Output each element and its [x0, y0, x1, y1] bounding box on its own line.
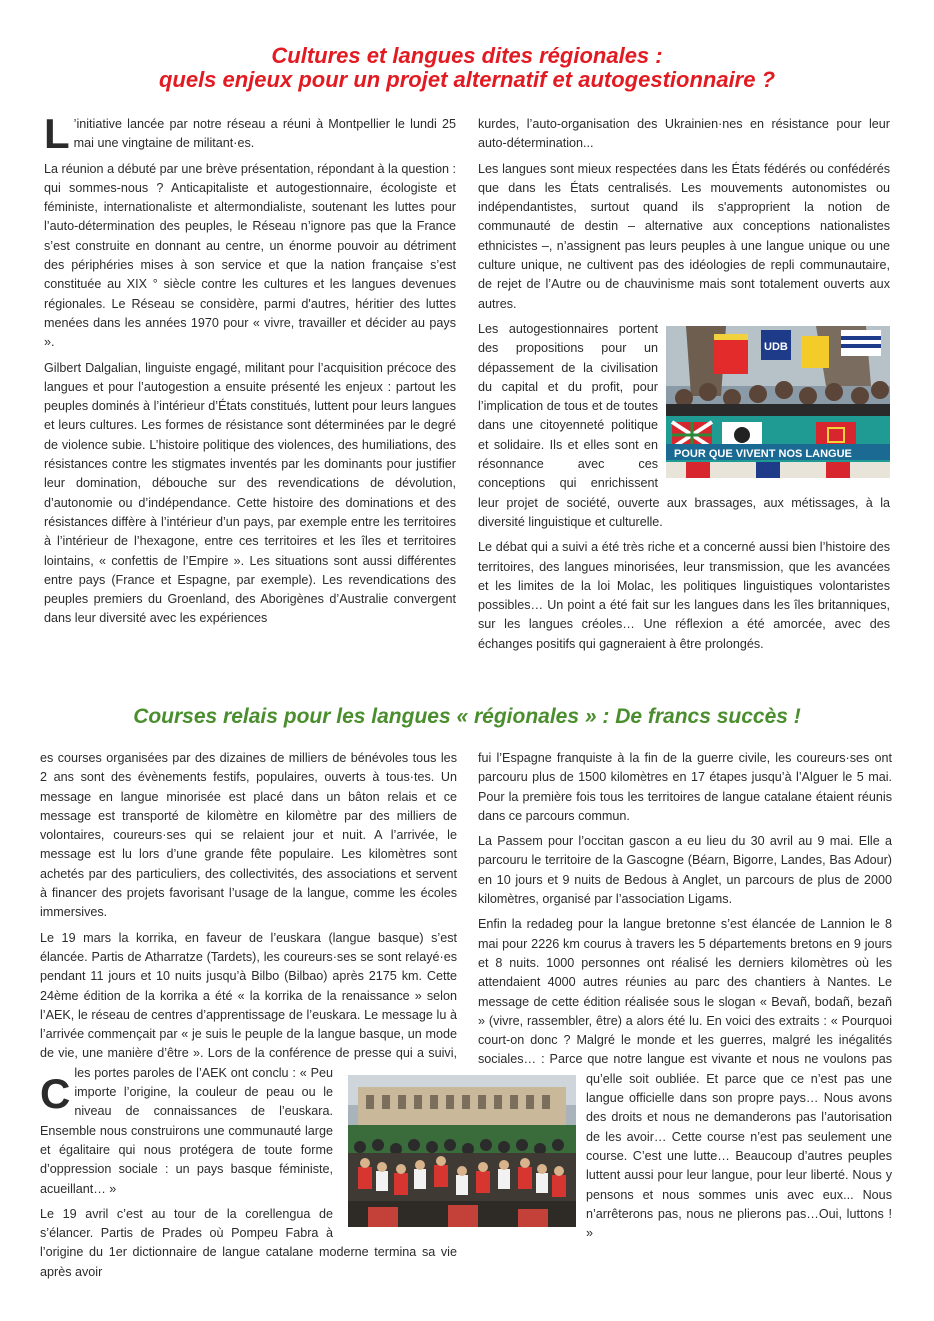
demonstration-photo — [666, 326, 890, 478]
paragraph: C es courses organisées par des dizaines de milliers de bénévoles tous les 2 ans sont des évènements festifs, populaires, ouverts à tous·tes. Un message en langue minorisée est placé dans un bâton relais et ce message est transporté de kilomètre en kilomètre par des milliers de volontaires, coureurs·ses qui se relaient jour et nuit. A l’arrivée, le message est lu lors d’une grande fête populaire. Les kilomètres sont achetés par des particuliers, des collectivités, des associations et servent à financer des projets favorisant l’usage de la langue, comme les écoles immersives. — [40, 751, 457, 1117]
paragraph: L ’initiative lancée par notre réseau a réuni à Montpellier le lundi 25 mai une vingtaine de militant·es. — [44, 115, 456, 157]
paragraph: La Passem pour l’occitan gascon a eu lieu du 30 avril au 9 mai. Elle a parcouru le territoire de la Gascogne (Béarn, Bigorre, Landes, Bas Adour) en 10 jours et 9 nuits de Bedous à Anglet, un parcours de plus de 2000 kilomètres, organisé par l’association Ligams. — [478, 834, 892, 907]
paragraph: Le débat qui a suivi a été très riche et a concerné aussi bien l’histoire des territoires, des langues minorisées, leur transmission, que les avancées et les limites de la loi Molac, les politiques linguistiques volontaristes possibles… Un point a été fait sur les langues dans les îles britanniques, sur les langues créoles… Une réflexion a été amorcée, avec des échanges positifs qui gagneraient à être prolongés. — [478, 540, 890, 651]
drop-cap: C — [40, 1070, 71, 1117]
article-title-line-1: Cultures et langues dites régionales : — [271, 43, 663, 68]
article-1-right-column — [478, 115, 890, 675]
demonstration-photo-image — [666, 326, 890, 478]
article-2-title: Courses relais pour les langues « régionales » : De francs succès ! — [133, 705, 801, 728]
paragraph: Gilbert Dalgalian, linguiste engagé, militant pour l’acquisition précoce des langues et pour l’autogestion a ensuite présenté les enjeux : partout les peuples dominés à l’intérieur d’États constitués, luttent pour leurs langues et leurs cultures. Les formes de résistance sont déterminées par le degré de violence subie. L’histoire politique des violences, des humiliations, des résistances contre les stigmates inventés par les dominants pour justifier leur domination, débouche sur des revendications de dévolution, d’autonomie ou d’indépendance. Cette histoire des dominations et des résistances diffère à l’intérieur d’un pays, par exemple entre les territoires à l’intérieur de l’hexagone, entre ces territoires et les îles et territoires lointains, « confettis de l’Empire ». Les situations sont aussi différentes entre pays (France et Espagne, par exemple). Les revendications des peuples premiers du Groenland, des Aborigènes d’Australie convergent dans leur diversité avec les expériences — [44, 360, 456, 626]
article-title-line-2: quels enjeux pour un projet alternatif et autogestionnaire ? — [158, 67, 776, 92]
paragraph: kurdes, l’auto-organisation des Ukrainien·nes en résistance pour leur auto-détermination... — [478, 117, 890, 151]
paragraph: La réunion a débuté par une brève présentation, répondant à la question : qui sommes-nous ? Anticapitaliste et autogestionnaire, écologiste et féministe, internationaliste et altermondialiste, soutenant les luttes pour l’auto-détermination des peuples, le Réseau n’ignore pas que la France s’est construite en donnant au centre, un énorme pouvoir au détriment des périphéries mises à son service et que la nation française s’est constituée au XIX ° siècle contre les cultures et les langues devenues régionales. Le Réseau se considère, parmi d'autres, héritier des luttes menées dans les années 1970 pour « vivre, travailler et décider au pays ». — [44, 161, 456, 350]
drop-cap: L — [44, 115, 70, 157]
paragraph: Le 19 mars la korrika, en faveur de l’euskara (langue basque) s’est élancée. Partis de Atharratze (Tardets), les coureurs·ses se sont relayé·es pendant 11 jours et 10 nuits jusqu’à Bilbo (Bilbao) après 2175 km. Cette 24ème édition de la korrika a été « la korrika de la renaissance » selon l’AEK, le réseau de centres d’apprentissage de l’euskara. Le message lu à l’arrivée commençait par « je suis le peuple de la langue basque, un mode de vie, une manière d’être ». Lors de la conférence de presse qui a suivi, les portes paroles de l’AEK ont conclu : « Peu importe l’origine, la couleur de peau ou le niveau de connaissances de l’euskara. Ensemble nous construirons une communauté large et égalitaire qui nous protégera de toute forme d’oppression sociale : un pays basque féministe, acueillant… » — [40, 930, 457, 1196]
paragraph: Les autogestionnaires portent des propositions pour un dépassement de la civilisation du capital et du profit, pour l’implication de tous et de toutes dans une citoyenneté politique et solidaire. Ils et elles sont en résonnance avec ces conceptions qui enrichissent leur projet de société, ouverte aux brassages, aux métissages, à la diversité linguistique et culturelle. — [478, 321, 890, 529]
paragraph: fui l’Espagne franquiste à la fin de la guerre civile, les coureurs·ses ont parcouru plus de 1500 kilomètres en 17 étapes jusqu’à l’Alguer le 5 mai. Pour la première fois tous les territoires de langue catalane étaient réunis dans ce parcours commun. — [478, 751, 892, 823]
udb-sign: UDB — [764, 340, 788, 353]
paragraph: Enfin la redadeg pour la langue bretonne s’est élancée de Lannion le 8 mai pour 2226 km courus à travers les 5 départements bretons en 9 jours et 8 nuits. 1000 personnes ont réalisé les derniers kilomètres où les attendaient 4000 autres réunies au parc des chantiers à Nantes. Le message de cette édition réalisée sous le slogan « Bevañ, bodañ, bezañ » (vivre, rassembler, être) a alors été lu. En voici des extraits : « Pourquoi court-on donc ? Malgré le monde et les guerres, malgré les inégalités sociales… : Parce que notre langue est vivante et nous ne voulons pas qu’elle soit oubliée. Et parce que ce n’est pas une langue officielle dans son propre pays… Nous avons des droits et nous ne demanderons pas l’autorisation de les avoir… Cette course n’est pas seulement une course. C’est une lutte… Beaucoup d’autres peuples luttent aussi pour leur langue, pour leur liberté. Nous y pensons et nous sommes unis avec eux... Nous n’arrêterons pas, nous ne plierons pas…Oui, luttons ! » — [478, 917, 892, 1241]
race-finish-photo — [348, 1075, 576, 1227]
paragraph: Le 19 avril c’est au tour de la corellengua de s’élancer. Partis de Prades où Pompeu Fabra à l’origine du 1er dictionnaire de langue catalane moderne termina sa vie après avoir — [40, 1206, 457, 1279]
article-1-left-column — [44, 115, 456, 665]
race-finish-photo-image — [348, 1075, 576, 1227]
paragraph: Les langues sont mieux respectées dans les États fédérés ou confédérés que dans les États centralisés. Les mouvements autonomistes ou indépendantistes, surtout quand ils s'approprient la notion de communauté de destin – alternative aux conceptions nationalistes ethnicistes –, n’assignent pas leurs peuples à une langue unique ou une culture unique, ne cultivent pas des idéologies de repli communautaire, de rejet de l’Autre ou de chauvinisme mais sont totalement ouverts aux autres. — [478, 161, 890, 311]
banner-text: POUR QUE VIVENT NOS LANGUE — [674, 447, 852, 460]
article-title — [0, 44, 934, 92]
